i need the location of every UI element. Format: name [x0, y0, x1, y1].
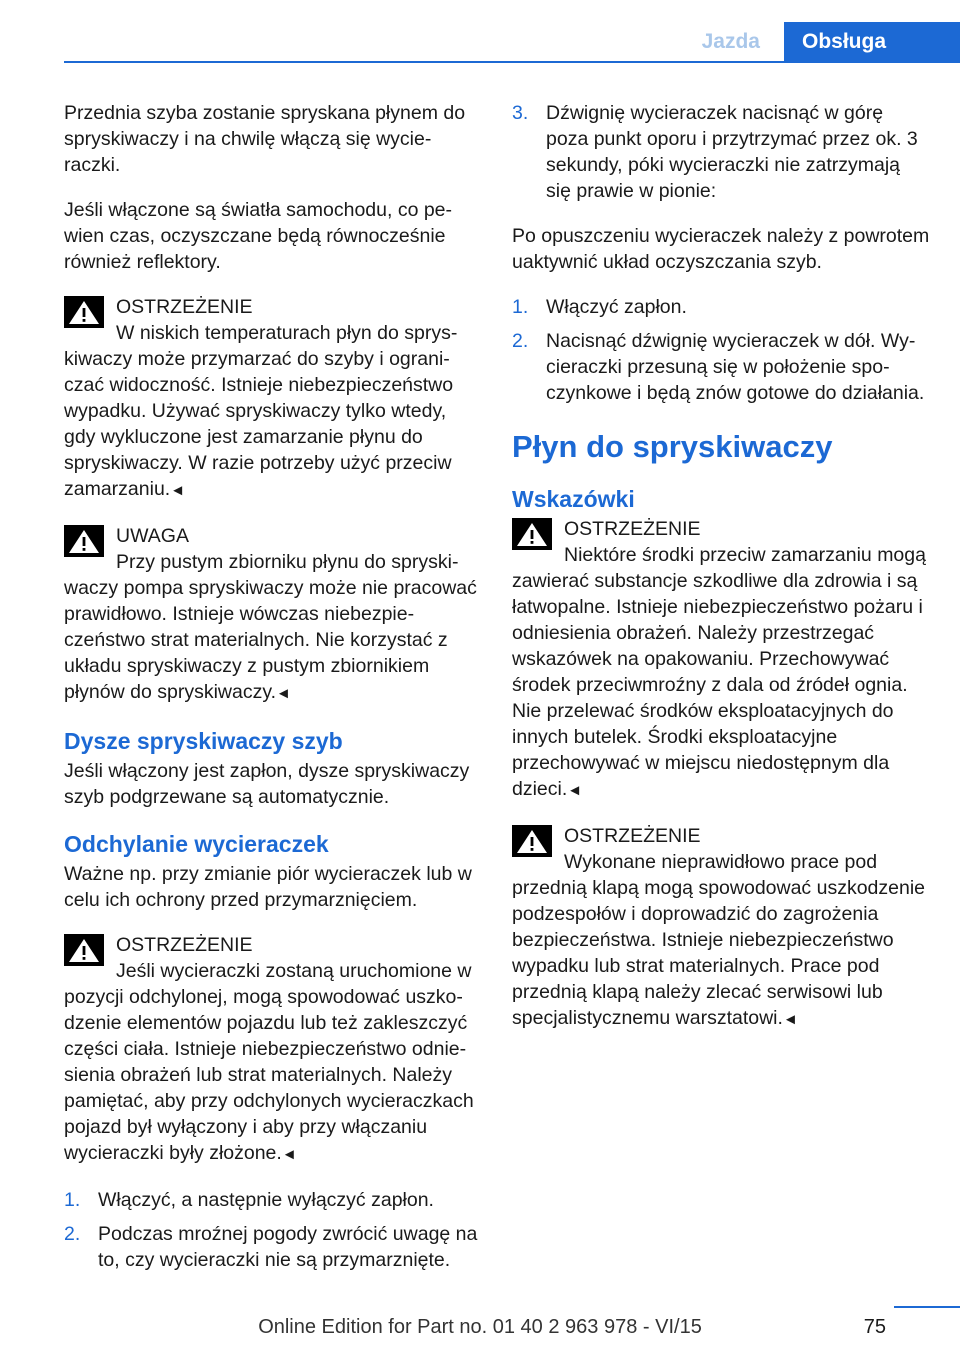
step-text: Włączyć zapłon.	[546, 296, 687, 318]
warning-title: OSTRZEŻENIE	[564, 825, 701, 847]
end-mark: ◄	[276, 685, 291, 702]
end-mark: ◄	[281, 1146, 297, 1163]
warning-triangle-icon	[64, 934, 104, 966]
warning-triangle-icon	[512, 518, 552, 550]
end-mark: ◄	[782, 1011, 798, 1028]
warning-triangle-icon	[64, 525, 104, 557]
step-text: Włączyć, a następnie wyłączyć zapłon.	[98, 1189, 434, 1211]
paragraph: Przednia szyba zostanie spryskana płynem do spryskiwaczy i na chwilę włączą się wycieraczki.	[64, 102, 466, 176]
subheading-tips: Wskazówki	[512, 486, 635, 512]
step-number: 3.	[512, 102, 529, 124]
paragraph: Jeśli włączony jest zapłon, dysze spryskiwaczy szyb podgrzewane są automatycznie.	[64, 760, 470, 808]
warning-block	[64, 294, 480, 504]
list-item	[512, 328, 930, 406]
steps-list	[512, 294, 930, 406]
left-column	[64, 100, 480, 1292]
section-heading-washer-fluid: Płyn do spryskiwaczy	[512, 429, 833, 464]
step-text: Nacisnąć dźwignię wycieraczek w dół. Wycieraczki przesuną się w położenie spoczynkowe i będą znów gotowe do działania.	[546, 330, 925, 404]
subheading-fold-wipers: Odchylanie wycieraczek	[64, 831, 329, 857]
paragraph: Ważne np. przy zmianie piór wycieraczek lub w celu ich ochrony przed przymarznięciem.	[64, 863, 472, 911]
end-mark: ◄	[170, 482, 186, 499]
warning-block	[512, 823, 930, 1033]
paragraph: Jeśli włączone są światła samochodu, co pewien czas, oczyszczane będą równocześnie również reflektory.	[64, 199, 453, 273]
steps-list	[64, 1187, 480, 1273]
warning-title: OSTRZEŻENIE	[116, 934, 253, 956]
caution-block	[64, 523, 480, 707]
step-number: 2.	[64, 1223, 81, 1245]
footer-edition: Online Edition for Part no. 01 40 2 963 978 - VI/15	[258, 1316, 702, 1338]
list-item	[512, 100, 930, 204]
step-number: 1.	[64, 1189, 81, 1211]
page-number: 75	[863, 1316, 886, 1338]
warning-block	[512, 516, 930, 804]
warning-text: W niskich temperaturach płyn do spryskiwaczy może przymarzać do szyby i ograniczać widoczność. Istnieje niebezpieczeństwo wypadku. Używać spryskiwaczy tylko wtedy, gdy wykluczone jest zamarzanie płynu do spryskiwaczy. W razie potrzeby użyć przeciw zamarzaniu.	[64, 322, 458, 500]
subheading-nozzles: Dysze spryskiwaczy szyb	[64, 728, 343, 754]
warning-text: Niektóre środki przeciw zamarzaniu mogą zawierać substancje szkodliwe dla zdrowia i są łatwopalne. Istnieje niebezpieczeństwo pożaru i odniesienia obrażeń. Należy przestrzegać wskazówek na opakowaniu. Przechowywać środek przeciwmroźny z dala od źródeł ognia. Nie przelewać środków eksploatacyjnych do innych butelek. Środki eksploatacyjne przechowywać w miejscu niedostępnym dla dzieci.	[512, 544, 926, 800]
right-column	[512, 100, 930, 1052]
step-text: Podczas mroźnej pogody zwrócić uwagę na to, czy wycieraczki nie są przymarznięte.	[98, 1223, 478, 1271]
footer-rule	[894, 1306, 960, 1308]
header-tabs	[678, 22, 960, 62]
list-item	[64, 1221, 480, 1273]
step-text: Dźwignię wycieraczek nacisnąć w górę poza punkt oporu i przytrzymać przez ok. 3 sekundy, póki wycieraczki nie zatrzymają się prawie w pionie:	[546, 102, 918, 202]
warning-text: Jeśli wycieraczki zostaną uruchomione w pozycji odchylonej, mogą spowodować uszkodzenie elementów pojazdu lub też zakleszczyć części ciała. Istnieje niebezpieczeństwo odniesienia obrażeń lub strat materialnych. Należy pamiętać, aby przy odchylonych wycieraczkach pojazd był wyłączony i aby przy włączaniu wycieraczki były złożone.	[64, 960, 474, 1164]
caution-text: Przy pustym zbiorniku płynu do spryskiwaczy pompa spryskiwaczy może nie pracować prawidłowo. Istnieje wówczas niebezpieczeństwo strat materialnych. Nie korzystać z układu spryskiwaczy z pustym zbiornikiem płynów do spryskiwaczy.	[64, 551, 477, 703]
caution-title: UWAGA	[116, 525, 189, 547]
steps-list-continued	[512, 100, 930, 204]
tab-obsluga[interactable]: Obsługa	[784, 22, 960, 62]
tab-jazda[interactable]: Jazda	[678, 22, 784, 62]
warning-text: Wykonane nieprawidłowo prace pod przednią klapą mogą spowodować uszkodzenie podzespołów i doprowadzić do zagrożenia bezpieczeństwa. Istnieje niebezpieczeństwo wypadku lub strat materialnych. Prace pod przednią klapą należy zlecać serwisowi lub specjalistycznemu warsztatowi.	[512, 851, 926, 1029]
step-number: 1.	[512, 296, 529, 318]
list-item	[512, 294, 930, 320]
warning-block	[64, 932, 480, 1168]
step-number: 2.	[512, 330, 529, 352]
warning-title: OSTRZEŻENIE	[116, 296, 253, 318]
header-rule	[64, 61, 960, 63]
warning-triangle-icon	[64, 296, 104, 328]
warning-title: OSTRZEŻENIE	[564, 518, 701, 540]
warning-triangle-icon	[512, 825, 552, 857]
list-item	[64, 1187, 480, 1213]
paragraph: Po opuszczeniu wycieraczek należy z powrotem uaktywnić układ oczyszczania szyb.	[512, 225, 930, 273]
end-mark: ◄	[567, 782, 583, 799]
